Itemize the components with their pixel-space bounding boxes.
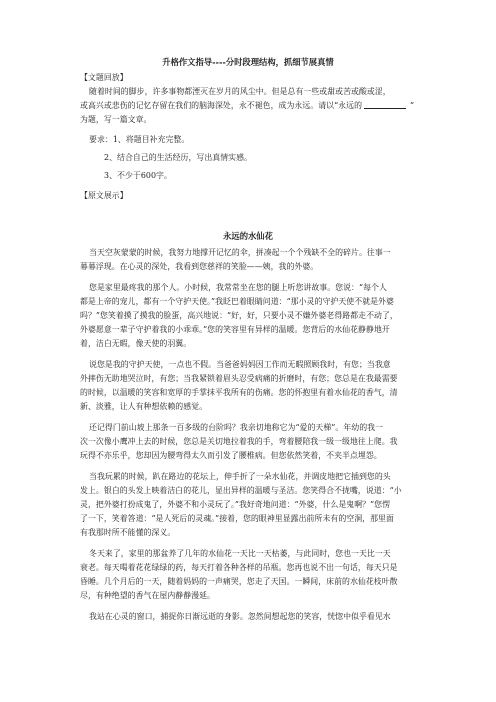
essay-line: 我站在心灵的窗口，捕捉你日渐远逝的身影。忽然间想起您的笑容，恍惚中似乎看见水 [89,612,391,621]
article-title: 升格作文指导----分时段理结构，抓细节展真情 [162,57,334,67]
prompt-line-3: 为题，写一篇文章。 [80,115,152,124]
essay-line: 当天空灰蒙蒙的时候，我努力地撑开记忆的伞，拼凑起一个个残缺不全的碎片。往事一 [89,248,391,257]
essay-line: 灵，把外婆打扮成鬼了，外婆不和小灵玩了。”我好奇地问道：“外婆，什么是鬼啊？”您愣 [80,500,391,509]
essay-line: 着，洁白无暇，像天使的羽翼。 [80,339,192,348]
essay-line: 冬天来了，家里的那盆养了几年的水仙花一天比一天枯萎，与此同时，您也一天比一天 [89,549,391,558]
essay-line: 了一下，笑着答道：“是人死后的灵魂。”接着，您的眼神里显露出前所未有的空洞，那里面 [80,514,394,523]
requirement-3: 3、不少于600字。 [104,171,172,180]
prompt-line-2-text: 或高兴或悲伤的记忆存留在我们的脑海深处，永不褪色，成为永远。请以“永远的 [80,101,363,110]
essay-line: 吗？”您笑着摸了摸我的脸蛋，高兴地说：“好，好，只要小灵不嫌外婆老得路都走不动了， [80,311,398,320]
essay-line: 衰老。每天喝着花花绿绿的药，每天打着各种各样的吊瓶。您再也说不出一句话，每天只是 [80,563,398,572]
essay-line: 次一次像小鹰冲上去的时候，您总是关切地拉着我的手，弯着腰陪我一级一级地往上爬。我 [80,437,398,446]
prompt-line-1: 随着时间的脚步，许多事物都湮灭在岁月的风尘中。但是总有一些或甜或苦或酸或涩， [89,87,391,96]
essay-title: 永远的水仙花 [223,231,273,241]
essay-line: 您是家里最疼我的那个人。小时候，我常常坐在您的腿上听您讲故事。您说：“每个人 [89,283,387,292]
requirement-1: 要求：1、将题目补充完整。 [89,135,190,144]
essay-line: 当我玩累的时候，趴在路边的花坛上，伸手折了一朵水仙花，并调皮地把它插到您的头 [89,472,391,481]
essay-line: 说您是我的守护天使，一点也不假。当爸爸妈妈因工作而无暇照顾我时，有您；当我意 [89,360,391,369]
essay-line: 昏睡。几个月后的一天，随着妈妈的一声痛哭，您走了天国。一瞬间，床前的水仙花枝叶散 [80,577,398,586]
essay-line: 玩得不亦乐乎，您却因为腰弯得太久而引发了腰椎病。但您依然笑着，不夹半点埋怨。 [80,451,382,460]
essay-line: 发上。银白的头发上映着洁白的花儿，显出异样的温暖与圣洁。您笑得合不拢嘴，说道：“小 [80,486,402,495]
essay-line: 都是上帝的宠儿，都有一个守护天使。”我眨巴着眼睛问道：“那小灵的守护天使不就是外婆 [80,297,394,306]
requirement-2: 2、结合自己的生活经历，写出真情实感。 [104,153,253,162]
essay-line: 新、淡雅，让人有种想依赖的感觉。 [80,402,208,411]
prompt-header: 【文题回放】 [80,73,128,82]
essay-line: 有我那时所不能懂的深义。 [80,528,176,537]
prompt-line-2 [80,100,420,111]
essay-line: 幕幕浮现。在心灵的深处，我看到您慈祥的笑脸——姨，我的外婆。 [80,262,319,271]
essay-line: 外婆愿意一辈子守护着我的小乖乖。”您的笑容里有异样的温暖。您背后的水仙花静静地开 [80,325,390,334]
fill-in-blank [364,101,406,109]
original-header: 【原文展示】 [80,191,128,200]
essay-line: 还记得门前山坡上那条一百多级的台阶吗？我亲切地称它为“爱的天梯”。年幼的我一 [89,423,384,432]
prompt-close-quote: ” [410,101,415,110]
essay-line: 外摔伤无助地哭泣时，有您；当我紧锁着眉头忍受病痛的折磨时，有您；您总是在我最需要 [80,374,398,383]
essay-line: 的时候，以温暖的笑容和宽厚的手掌抹平我所有的伤痛。您的怀抱里有着水仙花的香气，清 [80,388,398,397]
essay-line: 尽，有种绝望的香气在屋内静静漫延。 [80,591,215,600]
